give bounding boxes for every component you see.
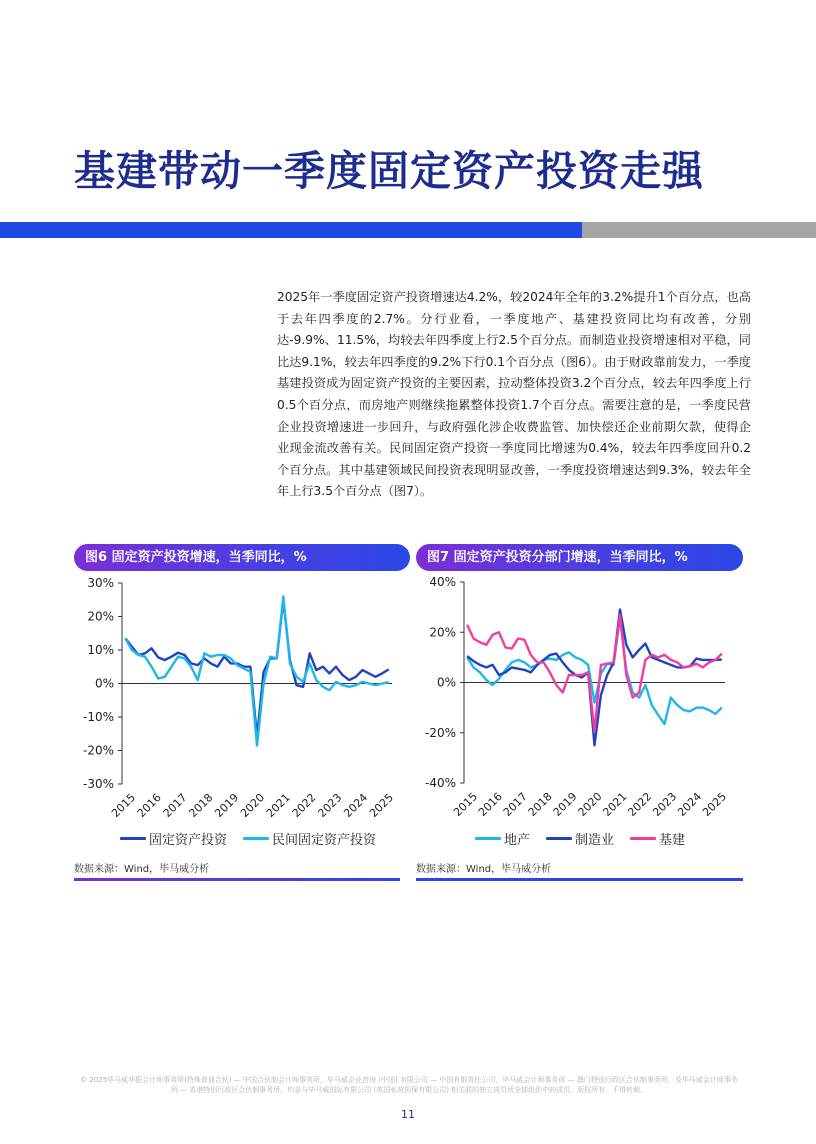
x-tick-label: 2019 xyxy=(550,790,580,820)
y-tick-label: 0% xyxy=(436,675,456,690)
x-tick-label: 2023 xyxy=(650,790,680,820)
legend-label: 民间固定资产投资 xyxy=(272,833,377,848)
series-line-0 xyxy=(125,600,388,737)
legend-swatch xyxy=(475,837,501,840)
x-tick-label: 2024 xyxy=(675,790,705,820)
y-tick-label: 10% xyxy=(87,643,114,657)
body-paragraph: 2025年一季度固定资产投资增速达4.2%，较2024年全年的3.2%提升1个百分点，也高于去年四季度的2.7%。分行业看，一季度地产、基建投资同比均有改善，分别达-9.9%、11.5%，均较去年四季度上行2.5个百分点。而制造业投资增速相对平稳，同比达9.1%，较去年四季度的9.2%下行0.1个百分点（图6）。由于财政靠前发力，一季度基建投资成为固定资产投资的主要因素，拉动整体投资3.2个百分点，较去年四季度上行0.5个百分点，而房地产则继续拖累整体投资1.7个百分点。需要注意的是，一季度民营企业投资增速进一步回升，与政府强化涉企收费监管、加快偿还企业前期欠款，使得企业现金流改善有关。民间固定资产投资一季度同比增速为0.4%，较去年四季度回升0.2个百分点。其中基建领域民间投资表现明显改善，一季度投资增速达到9.3%，较去年全年上行3.5个百分点（图7）。 xyxy=(277,290,751,499)
legend-label: 制造业 xyxy=(575,833,615,848)
x-tick-label: 2021 xyxy=(600,790,630,820)
page-number: 11 xyxy=(401,1108,415,1121)
x-tick-label: 2022 xyxy=(289,791,319,821)
figure7-legend xyxy=(475,829,685,848)
legend-label: 固定资产投资 xyxy=(149,833,228,848)
footer-legal-notice: © 2025毕马威华振会计师事务所(特殊普通合伙) — 中国合伙制会计师事务所，毕马威企业咨询 (中国) 有限公司 — 中国有限责任公司，毕马威会计师事务所 — 澳门特别行政区合伙制事务所，及毕马威会计师事务所 — 香港特别行政区合伙制事务所，均是与毕马威国际有限公司 (英国私营担保有限公司) 相关联的独立成员所全球组织中的成员。版权所有，不得转载。 xyxy=(80,1076,738,1094)
series-line-1 xyxy=(125,596,388,745)
x-tick-label: 2017 xyxy=(160,791,190,821)
accent-bar-blue xyxy=(0,222,582,238)
legend-swatch xyxy=(120,837,146,840)
y-tick-label: 20% xyxy=(87,609,114,624)
x-tick-label: 2020 xyxy=(238,791,268,821)
x-tick-label: 2015 xyxy=(451,790,481,820)
page-title: 基建带动一季度固定资产投资走强 xyxy=(74,147,704,195)
legend-item-1 xyxy=(243,829,376,848)
figure6-chart xyxy=(74,572,410,826)
y-tick-label: -10% xyxy=(82,710,114,724)
legend-swatch xyxy=(243,837,269,840)
y-tick-label: -20% xyxy=(82,743,114,758)
figure6-header: 图6 固定资产投资增速，当季同比，% xyxy=(74,544,410,571)
x-tick-label: 2023 xyxy=(315,791,345,821)
x-tick-label: 2018 xyxy=(186,791,216,821)
figure7-source: 数据来源：Wind，毕马威分析 xyxy=(416,864,552,875)
y-tick-label: -40% xyxy=(424,776,456,790)
x-tick-label: 2016 xyxy=(475,790,505,820)
legend-label: 地产 xyxy=(504,833,531,848)
figure7-underline xyxy=(416,878,743,881)
y-tick-label: 40% xyxy=(429,575,456,589)
x-tick-label: 2016 xyxy=(134,791,164,821)
y-tick-label: 20% xyxy=(429,625,456,640)
figure6-legend xyxy=(120,829,376,848)
y-tick-label: 0% xyxy=(94,676,114,691)
x-tick-label: 2022 xyxy=(625,790,655,820)
x-tick-label: 2017 xyxy=(500,790,530,820)
figure6-source: 数据来源：Wind，毕马威分析 xyxy=(74,864,210,875)
y-tick-label: 30% xyxy=(87,576,114,590)
x-tick-label: 2018 xyxy=(525,790,555,820)
figure7-header: 图7 固定资产投资分部门增速，当季同比，% xyxy=(416,544,743,571)
legend-item-1 xyxy=(546,829,614,848)
legend-item-2 xyxy=(630,829,685,848)
y-tick-label: -20% xyxy=(424,725,456,740)
figure7-chart xyxy=(416,572,743,826)
legend-item-0 xyxy=(120,829,227,848)
x-tick-label: 2025 xyxy=(700,790,730,820)
x-tick-label: 2019 xyxy=(212,791,242,821)
x-tick-label: 2025 xyxy=(367,791,397,821)
legend-label: 基建 xyxy=(659,833,686,848)
x-tick-label: 2015 xyxy=(109,791,139,821)
legend-swatch xyxy=(630,837,656,840)
series-line-0 xyxy=(467,617,722,724)
figure6-underline xyxy=(74,878,400,881)
x-tick-label: 2024 xyxy=(341,791,371,821)
x-tick-label: 2020 xyxy=(575,790,605,820)
legend-swatch xyxy=(546,837,572,840)
accent-bar-grey xyxy=(582,222,816,238)
y-tick-label: -30% xyxy=(82,777,114,791)
legend-item-0 xyxy=(475,829,530,848)
x-tick-label: 2021 xyxy=(263,791,293,821)
